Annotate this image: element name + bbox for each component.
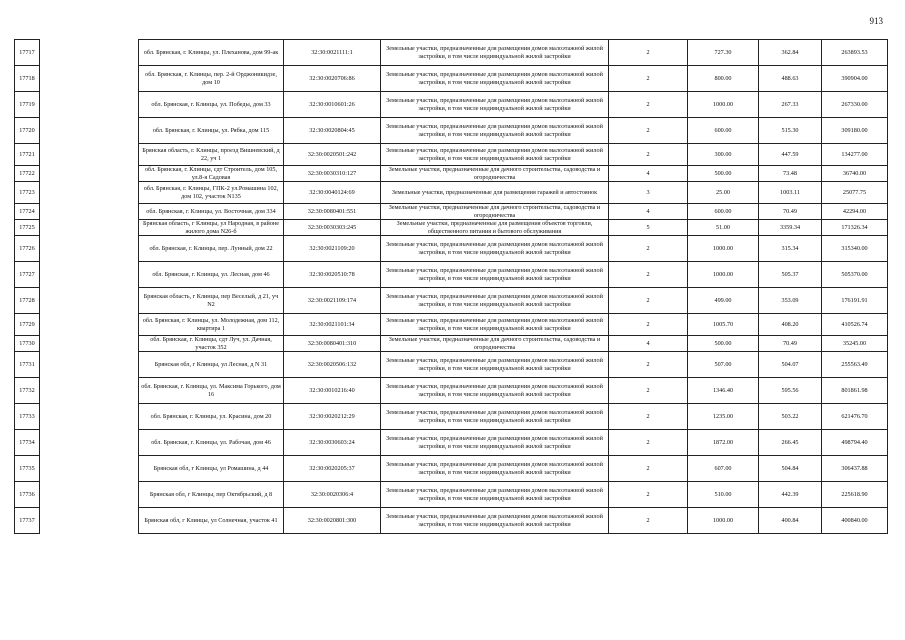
cadastral-number-cell: 32:30:0021109:20 bbox=[284, 236, 381, 262]
spacer-cell bbox=[40, 314, 139, 336]
use-group-cell: 2 bbox=[609, 236, 688, 262]
cadastral-number-cell: 32:30:0020205:37 bbox=[284, 456, 381, 482]
spacer-cell bbox=[40, 144, 139, 166]
row-number: 17723 bbox=[15, 182, 40, 204]
specific-value-cell: 442.39 bbox=[759, 482, 822, 508]
cadastral-number-cell: 32:30:0021109:174 bbox=[284, 288, 381, 314]
use-group-cell: 2 bbox=[609, 288, 688, 314]
land-use-cell: Земельные участки, предназначенные для дачного строительства, садоводства и огородничества bbox=[381, 166, 609, 182]
cadastral-number-cell: 32:30:0020801:300 bbox=[284, 508, 381, 534]
use-group-cell: 2 bbox=[609, 144, 688, 166]
spacer-cell bbox=[40, 220, 139, 236]
area-cell: 600.00 bbox=[688, 204, 759, 220]
specific-value-cell: 504.84 bbox=[759, 456, 822, 482]
row-number: 17731 bbox=[15, 352, 40, 378]
row-number: 17733 bbox=[15, 404, 40, 430]
specific-value-cell: 400.84 bbox=[759, 508, 822, 534]
page-number: 913 bbox=[869, 16, 883, 26]
spacer-cell bbox=[40, 182, 139, 204]
table-row bbox=[15, 236, 888, 262]
use-group-cell: 2 bbox=[609, 404, 688, 430]
area-cell: 607.00 bbox=[688, 456, 759, 482]
address-cell: обл. Брянская, г. Клинцы, ул. Плеханова, дом 99-ак bbox=[139, 40, 284, 66]
address-cell: обл. Брянская, г. Клинцы, ул. Рябка, дом 115 bbox=[139, 118, 284, 144]
land-use-cell: Земельные участки, предназначенные для размещения домов малоэтажной жилой застройки, в том числе индивидуальной жилой застройки bbox=[381, 144, 609, 166]
cadastral-number-cell: 32:30:0020501:242 bbox=[284, 144, 381, 166]
address-cell: Брянская область, г. Клинцы, проезд Вишневский, д 22, уч 1 bbox=[139, 144, 284, 166]
table-row bbox=[15, 352, 888, 378]
cadastral-number-cell: 32:30:0030303:245 bbox=[284, 220, 381, 236]
table-row bbox=[15, 378, 888, 404]
spacer-cell bbox=[40, 378, 139, 404]
specific-value-cell: 515.30 bbox=[759, 118, 822, 144]
row-number: 17720 bbox=[15, 118, 40, 144]
cadastral-value-cell: 315340.00 bbox=[822, 236, 888, 262]
specific-value-cell: 1003.11 bbox=[759, 182, 822, 204]
table-row bbox=[15, 144, 888, 166]
land-use-cell: Земельные участки, предназначенные для размещения домов малоэтажной жилой застройки, в том числе индивидуальной жилой застройки bbox=[381, 92, 609, 118]
area-cell: 500.00 bbox=[688, 166, 759, 182]
area-cell: 1005.70 bbox=[688, 314, 759, 336]
address-cell: Брянская область, г Клинцы, ул Народная, в районе жилого дома N26-б bbox=[139, 220, 284, 236]
specific-value-cell: 595.56 bbox=[759, 378, 822, 404]
spacer-cell bbox=[40, 236, 139, 262]
cadastral-number-cell: 32:30:0080401:551 bbox=[284, 204, 381, 220]
cadastral-value-table bbox=[14, 39, 888, 534]
land-use-cell: Земельные участки, предназначенные для размещения домов малоэтажной жилой застройки, в том числе индивидуальной жилой застройки bbox=[381, 236, 609, 262]
specific-value-cell: 504.07 bbox=[759, 352, 822, 378]
row-number: 17724 bbox=[15, 204, 40, 220]
land-use-cell: Земельные участки, предназначенные для дачного строительства, садоводства и огородничества bbox=[381, 336, 609, 352]
land-use-cell: Земельные участки, предназначенные для размещения объектов торговли, общественного питания и бытового обслуживания bbox=[381, 220, 609, 236]
specific-value-cell: 408.20 bbox=[759, 314, 822, 336]
use-group-cell: 5 bbox=[609, 220, 688, 236]
cadastral-value-cell: 410526.74 bbox=[822, 314, 888, 336]
cadastral-value-cell: 505370.00 bbox=[822, 262, 888, 288]
cadastral-value-cell: 390904.00 bbox=[822, 66, 888, 92]
address-cell: обл. Брянская, г. Клинцы, ул. Максима Горького, дом 16 bbox=[139, 378, 284, 404]
specific-value-cell: 353.09 bbox=[759, 288, 822, 314]
row-number: 17732 bbox=[15, 378, 40, 404]
area-cell: 500.00 bbox=[688, 336, 759, 352]
area-cell: 600.00 bbox=[688, 118, 759, 144]
address-cell: обл. Брянская, г. Клинцы, пер. Лунный, дом 22 bbox=[139, 236, 284, 262]
land-use-cell: Земельные участки, предназначенные для размещения домов малоэтажной жилой застройки, в том числе индивидуальной жилой застройки bbox=[381, 404, 609, 430]
use-group-cell: 2 bbox=[609, 508, 688, 534]
specific-value-cell: 3359.34 bbox=[759, 220, 822, 236]
specific-value-cell: 315.34 bbox=[759, 236, 822, 262]
cadastral-number-cell: 32:30:0020804:45 bbox=[284, 118, 381, 144]
cadastral-value-cell: 267330.00 bbox=[822, 92, 888, 118]
cadastral-value-cell: 35245.00 bbox=[822, 336, 888, 352]
cadastral-value-cell: 498794.40 bbox=[822, 430, 888, 456]
table-row bbox=[15, 92, 888, 118]
land-use-cell: Земельные участки, предназначенные для размещения домов малоэтажной жилой застройки, в том числе индивидуальной жилой застройки bbox=[381, 288, 609, 314]
land-use-cell: Земельные участки, предназначенные для размещения домов малоэтажной жилой застройки, в том числе индивидуальной жилой застройки bbox=[381, 352, 609, 378]
cadastral-value-cell: 25077.75 bbox=[822, 182, 888, 204]
use-group-cell: 4 bbox=[609, 204, 688, 220]
cadastral-number-cell: 32:30:0040124:69 bbox=[284, 182, 381, 204]
cadastral-number-cell: 32:30:0021101:34 bbox=[284, 314, 381, 336]
land-use-cell: Земельные участки, предназначенные для размещения домов малоэтажной жилой застройки, в том числе индивидуальной жилой застройки bbox=[381, 40, 609, 66]
use-group-cell: 4 bbox=[609, 336, 688, 352]
use-group-cell: 2 bbox=[609, 262, 688, 288]
area-cell: 800.00 bbox=[688, 66, 759, 92]
area-cell: 300.00 bbox=[688, 144, 759, 166]
use-group-cell: 2 bbox=[609, 40, 688, 66]
land-use-cell: Земельные участки, предназначенные для размещения домов малоэтажной жилой застройки, в том числе индивидуальной жилой застройки bbox=[381, 482, 609, 508]
area-cell: 1872.00 bbox=[688, 430, 759, 456]
row-number: 17721 bbox=[15, 144, 40, 166]
use-group-cell: 2 bbox=[609, 314, 688, 336]
table-row bbox=[15, 456, 888, 482]
spacer-cell bbox=[40, 66, 139, 92]
address-cell: Брянская обл, г Клинцы, пер Октябрьский, д 8 bbox=[139, 482, 284, 508]
area-cell: 507.00 bbox=[688, 352, 759, 378]
spacer-cell bbox=[40, 262, 139, 288]
cadastral-number-cell: 32:30:0021111:1 bbox=[284, 40, 381, 66]
cadastral-value-cell: 176191.91 bbox=[822, 288, 888, 314]
cadastral-value-cell: 621476.70 bbox=[822, 404, 888, 430]
address-cell: обл. Брянская, г. Клинцы, ул. Лесная, дом 46 bbox=[139, 262, 284, 288]
use-group-cell: 2 bbox=[609, 66, 688, 92]
spacer-cell bbox=[40, 204, 139, 220]
row-number: 17736 bbox=[15, 482, 40, 508]
area-cell: 1000.00 bbox=[688, 508, 759, 534]
cadastral-value-cell: 400840.00 bbox=[822, 508, 888, 534]
cadastral-number-cell: 32:30:0020212:29 bbox=[284, 404, 381, 430]
row-number: 17726 bbox=[15, 236, 40, 262]
row-number: 17734 bbox=[15, 430, 40, 456]
address-cell: обл. Брянская, г. Клинцы, ул. Красина, дом 20 bbox=[139, 404, 284, 430]
table-row bbox=[15, 220, 888, 236]
row-number: 17725 bbox=[15, 220, 40, 236]
spacer-cell bbox=[40, 288, 139, 314]
area-cell: 1000.00 bbox=[688, 236, 759, 262]
spacer-cell bbox=[40, 508, 139, 534]
address-cell: обл. Брянская, г. Клинцы, ГПК-2 ул.Ромашина 102, дом 102, участок N135 bbox=[139, 182, 284, 204]
cadastral-number-cell: 32:30:0030310:127 bbox=[284, 166, 381, 182]
table-row bbox=[15, 166, 888, 182]
land-use-cell: Земельные участки, предназначенные для размещения домов малоэтажной жилой застройки, в том числе индивидуальной жилой застройки bbox=[381, 430, 609, 456]
use-group-cell: 2 bbox=[609, 482, 688, 508]
address-cell: обл. Брянская, г. Клинцы, сдт Строитель, дом 105, ул.8-я Садовая bbox=[139, 166, 284, 182]
area-cell: 1235.00 bbox=[688, 404, 759, 430]
land-use-cell: Земельные участки, предназначенные для размещения гаражей и автостоянок bbox=[381, 182, 609, 204]
cadastral-number-cell: 32:30:0080401:310 bbox=[284, 336, 381, 352]
use-group-cell: 2 bbox=[609, 92, 688, 118]
table-row bbox=[15, 314, 888, 336]
spacer-cell bbox=[40, 40, 139, 66]
address-cell: Брянская обл, г Клинцы, ул Лесная, д N 31 bbox=[139, 352, 284, 378]
table-row bbox=[15, 508, 888, 534]
area-cell: 727.30 bbox=[688, 40, 759, 66]
table-row bbox=[15, 430, 888, 456]
row-number: 17718 bbox=[15, 66, 40, 92]
specific-value-cell: 488.63 bbox=[759, 66, 822, 92]
area-cell: 510.00 bbox=[688, 482, 759, 508]
table-row bbox=[15, 66, 888, 92]
spacer-cell bbox=[40, 92, 139, 118]
use-group-cell: 2 bbox=[609, 118, 688, 144]
address-cell: обл. Брянская, г. Клинцы, пер. 2-й Орджоникидзе, дом 10 bbox=[139, 66, 284, 92]
cadastral-number-cell: 32:30:0020506:132 bbox=[284, 352, 381, 378]
table-row bbox=[15, 482, 888, 508]
row-number: 17722 bbox=[15, 166, 40, 182]
spacer-cell bbox=[40, 430, 139, 456]
land-use-cell: Земельные участки, предназначенные для размещения домов малоэтажной жилой застройки, в том числе индивидуальной жилой застройки bbox=[381, 378, 609, 404]
cadastral-value-cell: 255563.49 bbox=[822, 352, 888, 378]
row-number: 17717 bbox=[15, 40, 40, 66]
row-number: 17735 bbox=[15, 456, 40, 482]
cadastral-value-cell: 171326.34 bbox=[822, 220, 888, 236]
address-cell: Брянская обл, г Клинцы, ул Солнечная, участок 41 bbox=[139, 508, 284, 534]
use-group-cell: 2 bbox=[609, 456, 688, 482]
table-row bbox=[15, 288, 888, 314]
cadastral-value-cell: 306437.88 bbox=[822, 456, 888, 482]
use-group-cell: 4 bbox=[609, 166, 688, 182]
area-cell: 25.00 bbox=[688, 182, 759, 204]
specific-value-cell: 503.22 bbox=[759, 404, 822, 430]
table-body bbox=[15, 40, 888, 534]
use-group-cell: 3 bbox=[609, 182, 688, 204]
cadastral-number-cell: 32:30:0020510:78 bbox=[284, 262, 381, 288]
spacer-cell bbox=[40, 404, 139, 430]
land-use-cell: Земельные участки, предназначенные для размещения домов малоэтажной жилой застройки, в том числе индивидуальной жилой застройки bbox=[381, 314, 609, 336]
address-cell: обл. Брянская, г. Клинцы, ул. Рабочая, дом 46 bbox=[139, 430, 284, 456]
use-group-cell: 2 bbox=[609, 352, 688, 378]
specific-value-cell: 362.84 bbox=[759, 40, 822, 66]
table-row bbox=[15, 118, 888, 144]
specific-value-cell: 73.48 bbox=[759, 166, 822, 182]
row-number: 17728 bbox=[15, 288, 40, 314]
area-cell: 51.00 bbox=[688, 220, 759, 236]
table-row bbox=[15, 204, 888, 220]
cadastral-number-cell: 32:30:0020706:86 bbox=[284, 66, 381, 92]
row-number: 17737 bbox=[15, 508, 40, 534]
area-cell: 1000.00 bbox=[688, 262, 759, 288]
row-number: 17729 bbox=[15, 314, 40, 336]
cadastral-number-cell: 32:30:0010601:26 bbox=[284, 92, 381, 118]
table-row bbox=[15, 182, 888, 204]
area-cell: 499.00 bbox=[688, 288, 759, 314]
address-cell: обл. Брянская, г. Клинцы, ул. Восточная, дом 334 bbox=[139, 204, 284, 220]
specific-value-cell: 70.49 bbox=[759, 336, 822, 352]
land-use-cell: Земельные участки, предназначенные для размещения домов малоэтажной жилой застройки, в том числе индивидуальной жилой застройки bbox=[381, 262, 609, 288]
cadastral-value-cell: 42294.00 bbox=[822, 204, 888, 220]
cadastral-number-cell: 32:30:0010216:40 bbox=[284, 378, 381, 404]
cadastral-value-cell: 225618.90 bbox=[822, 482, 888, 508]
address-cell: обл. Брянская, г. Клинцы, ул. Победы, дом 33 bbox=[139, 92, 284, 118]
land-use-cell: Земельные участки, предназначенные для размещения домов малоэтажной жилой застройки, в том числе индивидуальной жилой застройки bbox=[381, 456, 609, 482]
cadastral-value-cell: 801861.98 bbox=[822, 378, 888, 404]
land-use-cell: Земельные участки, предназначенные для дачного строительства, садоводства и огородничества bbox=[381, 204, 609, 220]
spacer-cell bbox=[40, 336, 139, 352]
row-number: 17730 bbox=[15, 336, 40, 352]
spacer-cell bbox=[40, 352, 139, 378]
table-row bbox=[15, 40, 888, 66]
area-cell: 1000.00 bbox=[688, 92, 759, 118]
address-cell: Брянская обл, г Клинцы, ул Ромашина, д 44 bbox=[139, 456, 284, 482]
spacer-cell bbox=[40, 166, 139, 182]
row-number: 17719 bbox=[15, 92, 40, 118]
address-cell: Брянская область, г Клинцы, пер Веселый, д 21, уч N2 bbox=[139, 288, 284, 314]
cadastral-value-cell: 36740.00 bbox=[822, 166, 888, 182]
use-group-cell: 2 bbox=[609, 430, 688, 456]
cadastral-number-cell: 32:30:0020306:4 bbox=[284, 482, 381, 508]
specific-value-cell: 505.37 bbox=[759, 262, 822, 288]
address-cell: обл. Брянская, г. Клинцы, ул. Молодежная, дом 112, квартира 1 bbox=[139, 314, 284, 336]
cadastral-number-cell: 32:30:0030603:24 bbox=[284, 430, 381, 456]
cadastral-value-cell: 134277.00 bbox=[822, 144, 888, 166]
area-cell: 1346.40 bbox=[688, 378, 759, 404]
cadastral-value-cell: 263893.53 bbox=[822, 40, 888, 66]
spacer-cell bbox=[40, 118, 139, 144]
spacer-cell bbox=[40, 482, 139, 508]
land-use-cell: Земельные участки, предназначенные для размещения домов малоэтажной жилой застройки, в том числе индивидуальной жилой застройки bbox=[381, 66, 609, 92]
table-row bbox=[15, 404, 888, 430]
table-row bbox=[15, 336, 888, 352]
specific-value-cell: 267.33 bbox=[759, 92, 822, 118]
specific-value-cell: 447.59 bbox=[759, 144, 822, 166]
specific-value-cell: 70.49 bbox=[759, 204, 822, 220]
land-use-cell: Земельные участки, предназначенные для размещения домов малоэтажной жилой застройки, в том числе индивидуальной жилой застройки bbox=[381, 508, 609, 534]
use-group-cell: 2 bbox=[609, 378, 688, 404]
row-number: 17727 bbox=[15, 262, 40, 288]
land-use-cell: Земельные участки, предназначенные для размещения домов малоэтажной жилой застройки, в том числе индивидуальной жилой застройки bbox=[381, 118, 609, 144]
spacer-cell bbox=[40, 456, 139, 482]
table-row bbox=[15, 262, 888, 288]
specific-value-cell: 266.45 bbox=[759, 430, 822, 456]
address-cell: обл. Брянская, г. Клинцы, сдт Луч, ул. Дачная, участок 352 bbox=[139, 336, 284, 352]
cadastral-value-cell: 309180.00 bbox=[822, 118, 888, 144]
